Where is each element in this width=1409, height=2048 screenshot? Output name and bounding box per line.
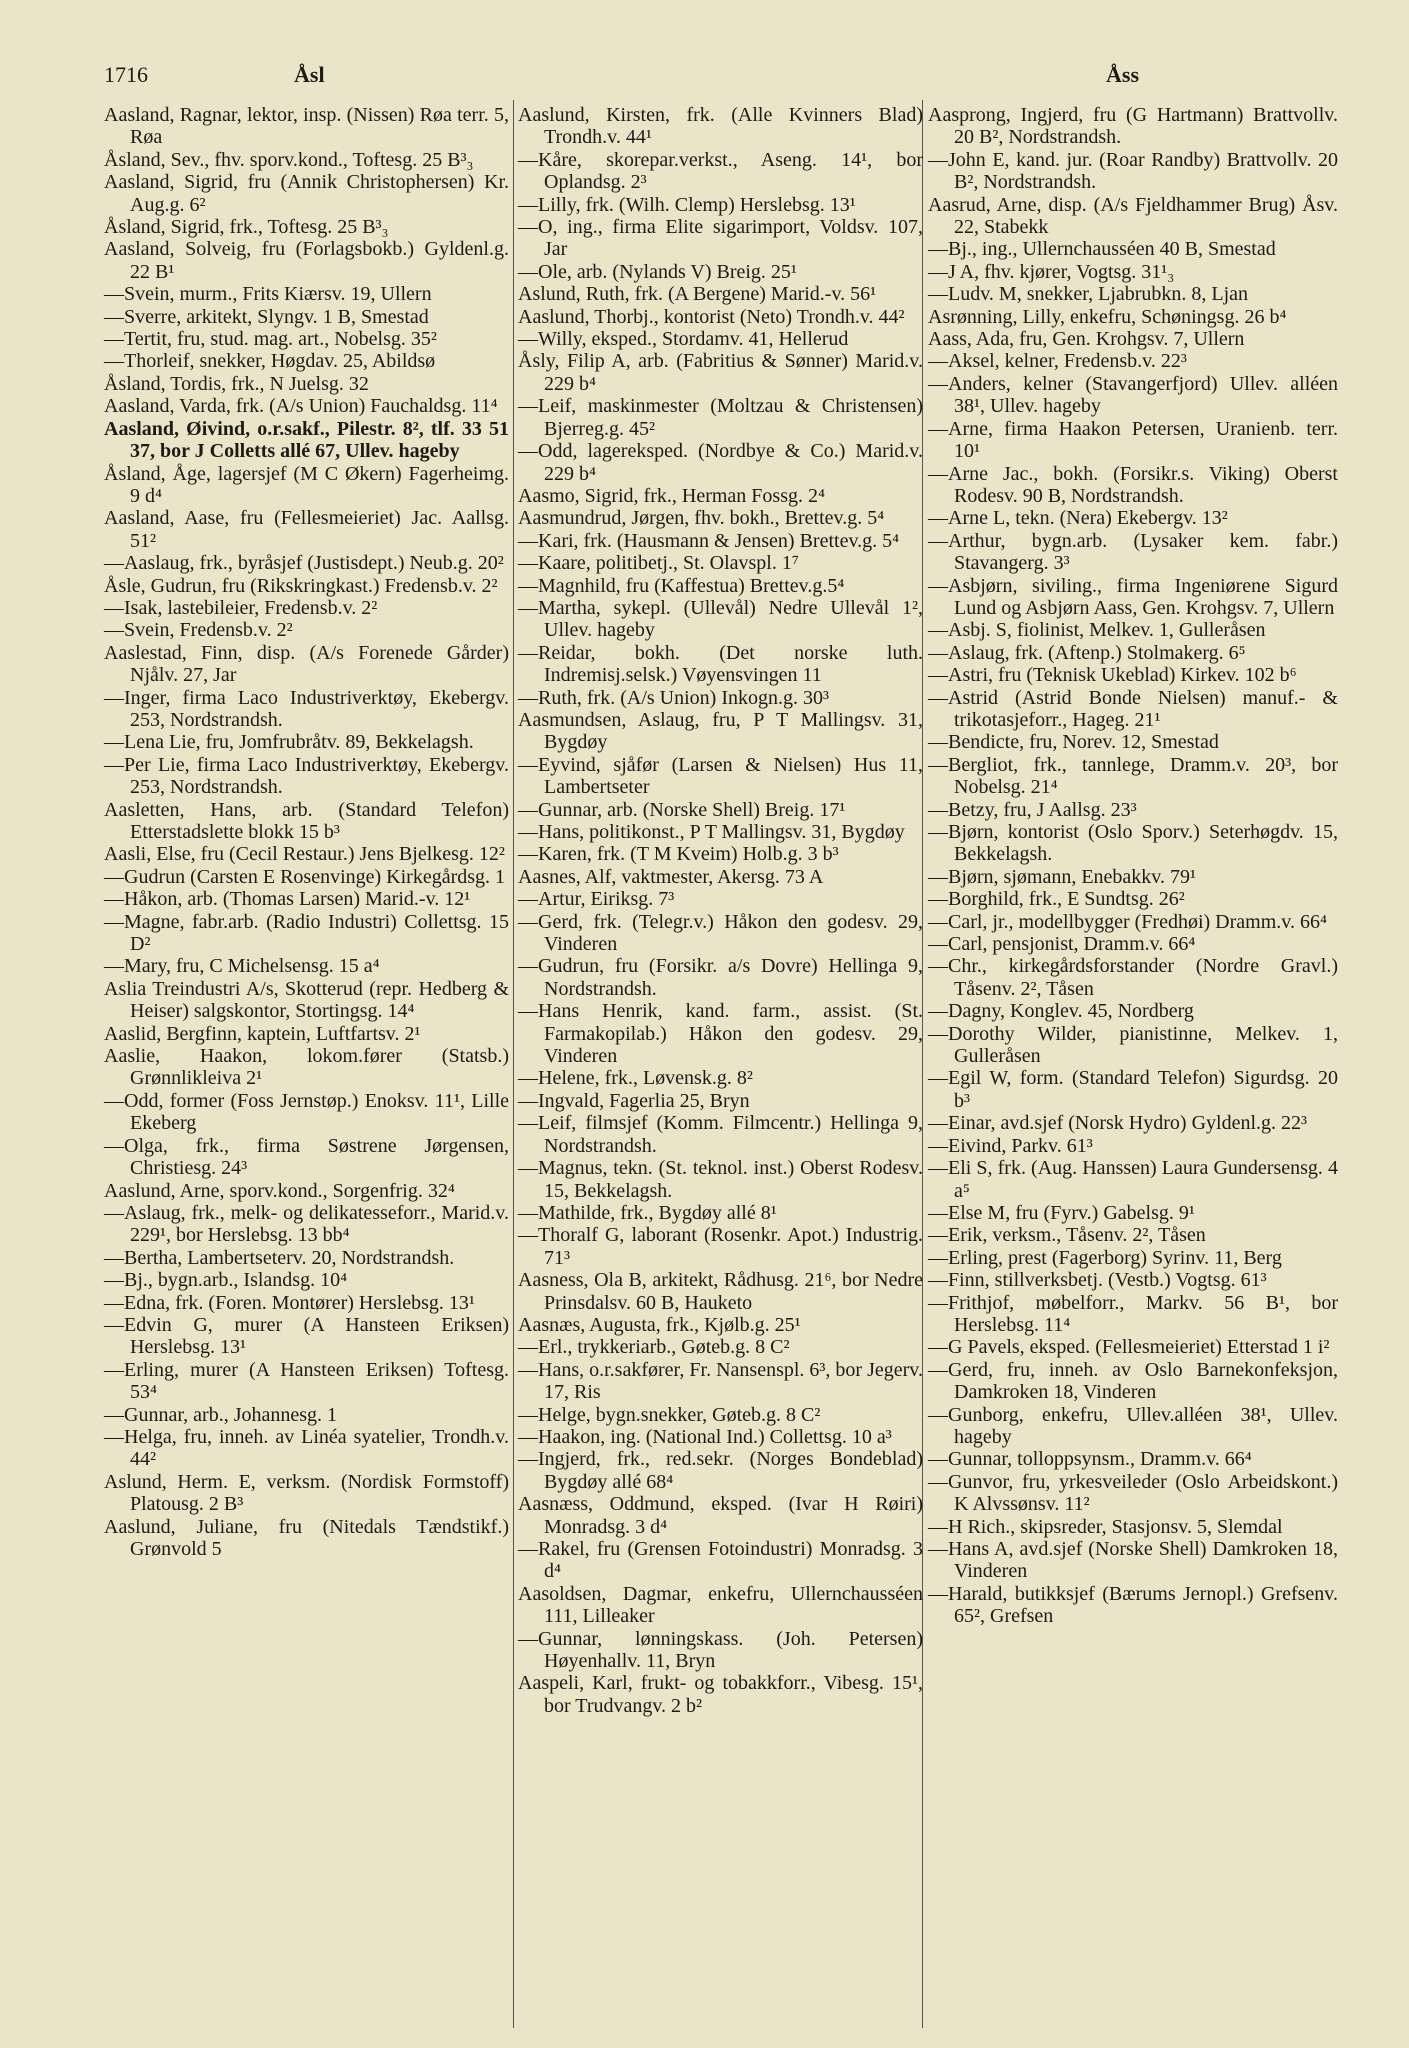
directory-entry: —Betzy, fru, J Aallsg. 23³	[928, 798, 1137, 821]
directory-entry: —Aslaug, frk. (Aftenp.) Stolmakerg. 6⁵	[928, 641, 1246, 664]
directory-entry: —Leif, filmsjef (Komm. Filmcentr.) Hellinga 9, Nordstrandsh.	[518, 1112, 923, 1157]
directory-entry: —Håkon, arb. (Thomas Larsen) Marid.-v. 12¹	[104, 888, 471, 911]
directory-entry: Aaslund, Kirsten, frk. (Alle Kvinners Blad) Trondh.v. 44¹	[518, 104, 923, 149]
directory-entry: Aaslid, Bergfinn, kaptein, Luftfartsv. 2¹	[104, 1022, 421, 1045]
directory-entry: —Einar, avd.sjef (Norsk Hydro) Gyldenl.g. 22³	[928, 1112, 1308, 1135]
directory-entry: —Gerd, fru, inneh. av Oslo Barnekonfeksjon, Damkroken 18, Vinderen	[928, 1358, 1338, 1404]
directory-entry: Aasli, Else, fru (Cecil Restaur.) Jens Bjelkesg. 12²	[104, 843, 505, 866]
directory-entry: Aasland, Aase, fru (Fellesmeieriet) Jac. Aallsg. 51²	[104, 507, 509, 552]
directory-entry: Åsland, Tordis, frk., N Juelsg. 32	[104, 372, 369, 395]
directory-entry: —Gudrun, fru (Forsikr. a/s Dovre) Hellinga 9, Nordstrandsh.	[518, 955, 923, 1000]
directory-entry: —Hans, o.r.sakfører, Fr. Nansenspl. 6³, bor Jegerv. 17, Ris	[518, 1358, 923, 1404]
directory-entry: —Arthur, bygn.arb. (Lysaker kem. fabr.) Stavangerg. 3³	[928, 529, 1338, 575]
directory-entry: —Helga, fru, inneh. av Linéa syatelier, Trondh.v. 44²	[104, 1425, 509, 1471]
directory-entry: Åsland, Sigrid, frk., Toftesg. 25 B³₃	[104, 216, 389, 239]
directory-entry: —Eli S, frk. (Aug. Hanssen) Laura Gundersensg. 4 a⁵	[928, 1157, 1338, 1202]
directory-entry: Åsly, Filip A, arb. (Fabritius & Sønner) Marid.v. 229 b⁴	[518, 350, 923, 395]
directory-entry: —Mary, fru, C Michelsensg. 15 a⁴	[104, 955, 380, 978]
directory-entry: —Egil W, form. (Standard Telefon) Sigurdsg. 20 b³	[928, 1067, 1338, 1112]
directory-entry: —Svein, murm., Frits Kiærsv. 19, Ullern	[104, 283, 432, 306]
directory-entry: —Bj., ing., Ullernchausséen 40 B, Smestad	[928, 238, 1276, 261]
directory-entry: —Arne, firma Haakon Petersen, Uranienb. terr. 10¹	[928, 417, 1338, 463]
directory-entry: —Leif, maskinmester (Moltzau & Christensen) Bjerreg.g. 45²	[518, 395, 923, 440]
directory-entry: —Bjørn, sjømann, Enebakkv. 79¹	[928, 865, 1196, 888]
directory-entry: —Arne Jac., bokh. (Forsikr.s. Viking) Oberst Rodesv. 90 B, Nordstrandsh.	[928, 462, 1338, 507]
directory-entry: Aasness, Ola B, arkitekt, Rådhusg. 21⁶, bor Nedre Prinsdalsv. 60 B, Hauketo	[518, 1269, 923, 1314]
directory-entry: —Inger, firma Laco Industriverktøy, Ekebergv. 253, Nordstrandsh.	[104, 686, 509, 731]
directory-entry: Aaslund, Arne, sporv.kond., Sorgenfrig. 32⁴	[104, 1179, 455, 1202]
directory-entry: —Helge, bygn.snekker, Gøteb.g. 8 C²	[518, 1403, 821, 1426]
directory-entry: —Bendicte, fru, Norev. 12, Smestad	[928, 731, 1219, 754]
directory-entry: Aaslestad, Finn, disp. (A/s Forenede Gårder) Njålv. 27, Jar	[104, 641, 509, 687]
directory-entry: —Kåre, skorepar.verkst., Aseng. 14¹, bor Oplandsg. 2³	[518, 148, 923, 194]
directory-entry: —Aksel, kelner, Fredensb.v. 22³	[928, 350, 1187, 373]
directory-entry: —Thorleif, snekker, Høgdav. 25, Abildsø	[104, 350, 436, 373]
directory-entry: —Haakon, ing. (National Ind.) Collettsg. 10 a³	[518, 1425, 892, 1448]
directory-entry: —Lena Lie, fru, Jomfrubråtv. 89, Bekkelagsh.	[104, 731, 474, 754]
directory-entry: —Gerd, frk. (Telegr.v.) Håkon den godesv. 29, Vinderen	[518, 910, 923, 956]
directory-entry: Aslund, Herm. E, verksm. (Nordisk Formstoff) Platousg. 2 B³	[104, 1470, 509, 1516]
directory-entry: —Odd, former (Foss Jernstøp.) Enoksv. 11¹, Lille Ekeberg	[104, 1089, 509, 1135]
directory-entry: —Martha, sykepl. (Ullevål) Nedre Ullevål 1², Ullev. hageby	[518, 596, 923, 642]
directory-entry: —Per Lie, firma Laco Industriverktøy, Ekebergv. 253, Nordstrandsh.	[104, 753, 509, 799]
directory-entry: —Erl., trykkeriarb., Gøteb.g. 8 C²	[518, 1336, 790, 1359]
directory-entry: Aaslund, Juliane, fru (Nitedals Tændstikf.) Grønvold 5	[104, 1515, 509, 1560]
directory-entry: —Gunnar, lønningskass. (Joh. Petersen) Høyenhallv. 11, Bryn	[518, 1627, 923, 1673]
directory-entry: —Harald, butikksjef (Bærums Jernopl.) Grefsenv. 65², Grefsen	[928, 1582, 1338, 1628]
column-3	[928, 104, 1338, 1628]
directory-entry: —Dagny, Konglev. 45, Nordberg	[928, 1000, 1194, 1023]
directory-entry: Aslia Treindustri A/s, Skotterud (repr. Hedberg & Heiser) salgskontor, Stortingsg. 14⁴	[104, 977, 509, 1023]
directory-entry: —Ingjerd, frk., red.sekr. (Norges Bondeblad) Bygdøy allé 68⁴	[518, 1448, 923, 1493]
directory-entry: —Mathilde, frk., Bygdøy allé 8¹	[518, 1201, 777, 1224]
directory-entry: —Isak, lastebileier, Fredensb.v. 2²	[104, 596, 378, 619]
directory-entry: Aasnes, Alf, vaktmester, Akersg. 73 A	[518, 865, 824, 888]
directory-entry: —Reidar, bokh. (Det norske luth. Indremisj.selsk.) Vøyensvingen 11	[518, 641, 923, 687]
right-running-head: Åss	[1106, 62, 1140, 87]
directory-entry: —Gunnar, arb. (Norske Shell) Breig. 17¹	[518, 798, 846, 821]
directory-entry: —Kari, frk. (Hausmann & Jensen) Brettev.g. 5⁴	[518, 529, 900, 552]
page-header	[104, 62, 1339, 98]
directory-entry: —Arne L, tekn. (Nera) Ekebergv. 13²	[928, 507, 1228, 530]
directory-entry: —Eivind, Parkv. 61³	[928, 1134, 1093, 1157]
directory-entry: Aasletten, Hans, arb. (Standard Telefon) Etterstadslette blokk 15 b³	[104, 798, 509, 843]
directory-entry: Aslund, Ruth, frk. (A Bergene) Marid.-v. 56¹	[518, 283, 877, 306]
directory-entry: Aasnæss, Oddmund, eksped. (Ivar H Røiri) Monradsg. 3 d⁴	[518, 1493, 923, 1538]
directory-entry: —H Rich., skipsreder, Stasjonsv. 5, Slemdal	[928, 1515, 1283, 1538]
directory-entry: —Ruth, frk. (A/s Union) Inkogn.g. 30³	[518, 686, 829, 709]
directory-entry: —Carl, jr., modellbygger (Fredhøi) Dramm.v. 66⁴	[928, 910, 1327, 933]
directory-entry: —Eyvind, sjåfør (Larsen & Nielsen) Hus 11, Lambertseter	[518, 753, 923, 799]
directory-entry: —Sverre, arkitekt, Slyngv. 1 B, Smestad	[104, 305, 429, 328]
directory-entry: —Magnus, tekn. (St. teknol. inst.) Oberst Rodesv. 15, Bekkelagsh.	[518, 1157, 923, 1202]
directory-entry: —Anders, kelner (Stavangerfjord) Ullev. alléen 38¹, Ullev. hageby	[928, 372, 1338, 418]
directory-entry: —Gunnar, tolloppsynsm., Dramm.v. 66⁴	[928, 1448, 1252, 1471]
directory-entry: —Dorothy Wilder, pianistinne, Melkev. 1, Gulleråsen	[928, 1022, 1338, 1068]
directory-entry: Aasmo, Sigrid, frk., Herman Fossg. 2⁴	[518, 484, 825, 507]
directory-entry: —Kaare, politibetj., St. Olavspl. 1⁷	[518, 552, 799, 575]
directory-entry: Aass, Ada, fru, Gen. Krohgsv. 7, Ullern	[928, 328, 1245, 351]
directory-entry: Åsland, Åge, lagersjef (M C Økern) Fagerheimg. 9 d⁴	[104, 462, 509, 507]
directory-entry: —Erik, verksm., Tåsenv. 2², Tåsen	[928, 1224, 1206, 1247]
directory-entry: —Rakel, fru (Grensen Fotoindustri) Monradsg. 3 d⁴	[518, 1538, 923, 1583]
directory-entry: Asrønning, Lilly, enkefru, Schøningsg. 26 b⁴	[928, 305, 1287, 328]
directory-entry: —O, ing., firma Elite sigarimport, Voldsv. 107, Jar	[518, 216, 923, 261]
directory-entry: —Gunborg, enkefru, Ullev.alléen 38¹, Ullev. hageby	[928, 1403, 1338, 1448]
directory-entry: Aasland, Øivind, o.r.sakf., Pilestr. 8², tlf. 33 51 37, bor J Colletts allé 67, Ullev. hageby	[104, 417, 509, 463]
directory-entry: —Erling, prest (Fagerborg) Syrinv. 11, Berg	[928, 1246, 1282, 1269]
directory-entry: —Bj., bygn.arb., Islandsg. 10⁴	[104, 1269, 348, 1292]
directory-entry: —Edna, frk. (Foren. Montører) Herslebsg. 13¹	[104, 1291, 475, 1314]
directory-entry: —Olga, frk., firma Søstrene Jørgensen, Christiesg. 24³	[104, 1134, 509, 1180]
directory-entry: Aaslie, Haakon, lokom.fører (Statsb.) Grønnlikleiva 2¹	[104, 1045, 509, 1090]
directory-entry: —Asbj. S, fiolinist, Melkev. 1, Gulleråsen	[928, 619, 1266, 642]
directory-entry: Aasnæs, Augusta, frk., Kjølb.g. 25¹	[518, 1313, 801, 1336]
directory-entry: Aaslund, Thorbj., kontorist (Neto) Trondh.v. 44²	[518, 305, 905, 328]
directory-entry: —Odd, lagereksped. (Nordbye & Co.) Marid.v. 229 b⁴	[518, 440, 923, 485]
directory-entry: —Frithjof, møbelforr., Markv. 56 B¹, bor Herslebsg. 11⁴	[928, 1291, 1338, 1336]
directory-entry: —John E, kand. jur. (Roar Randby) Brattvollv. 20 B², Nordstrandsh.	[928, 148, 1338, 194]
directory-entry: —Aaslaug, frk., byråsjef (Justisdept.) Neub.g. 20²	[104, 552, 504, 575]
column-2	[518, 104, 923, 1717]
directory-entry: —Astri, fru (Teknisk Ukeblad) Kirkev. 102 b⁶	[928, 664, 1297, 687]
directory-entry: —Aslaug, frk., melk- og delikatesseforr., Marid.v. 229¹, bor Herslebsg. 13 bb⁴	[104, 1201, 509, 1247]
directory-entry: —Thoralf G, laborant (Rosenkr. Apot.) Industrig. 71³	[518, 1224, 923, 1269]
directory-entry: —Svein, Fredensb.v. 2²	[104, 619, 293, 642]
directory-entry: —Lilly, frk. (Wilh. Clemp) Herslebsg. 13¹	[518, 193, 856, 216]
directory-entry: —Erling, murer (A Hansteen Eriksen) Toftesg. 53⁴	[104, 1358, 509, 1404]
directory-entry: —J A, fhv. kjører, Vogtsg. 31¹₃	[928, 260, 1175, 283]
directory-entry: —Gudrun (Carsten E Rosenvinge) Kirkegårdsg. 1	[104, 865, 506, 888]
directory-entry: —Carl, pensjonist, Dramm.v. 66⁴	[928, 933, 1196, 956]
directory-entry: Åsland, Sev., fhv. sporv.kond., Toftesg. 25 B³₃	[104, 148, 474, 171]
directory-entry: Aasland, Varda, frk. (A/s Union) Fauchaldsg. 11⁴	[104, 395, 498, 418]
directory-entry: Aasmundrud, Jørgen, fhv. bokh., Brettev.g. 5⁴	[518, 507, 885, 530]
left-running-head: Åsl	[294, 62, 325, 87]
directory-entry: Aasland, Solveig, fru (Forlagsbokb.) Gyldenl.g. 22 B¹	[104, 238, 509, 283]
directory-entry: Aasland, Sigrid, fru (Annik Christophersen) Kr. Aug.g. 6²	[104, 171, 509, 216]
directory-entry: Aasland, Ragnar, lektor, insp. (Nissen) Røa terr. 5, Røa	[104, 104, 509, 149]
directory-entry: —Gunvor, fru, yrkesveileder (Oslo Arbeidskont.) K Alvssønsv. 11²	[928, 1470, 1338, 1516]
directory-entry: —Artur, Eiriksg. 7³	[518, 888, 675, 911]
directory-entry: —Hans, politikonst., P T Mallingsv. 31, Bygdøy	[518, 821, 905, 843]
directory-entry: Aasprong, Ingjerd, fru (G Hartmann) Brattvollv. 20 B², Nordstrandsh.	[928, 104, 1338, 149]
directory-entry: Aasmundsen, Aslaug, fru, P T Mallingsv. 31, Bygdøy	[518, 708, 923, 754]
directory-entry: —Magne, fabr.arb. (Radio Industri) Collettsg. 15 D²	[104, 910, 509, 956]
directory-entry: —Ole, arb. (Nylands V) Breig. 25¹	[518, 260, 797, 283]
page-number: 1716	[104, 62, 148, 87]
column-1	[104, 104, 509, 1560]
directory-entry: —Ludv. M, snekker, Ljabrubkn. 8, Ljan	[928, 283, 1249, 306]
directory-entry: —Bjørn, kontorist (Oslo Sporv.) Seterhøgdv. 15, Bekkelagsh.	[928, 821, 1338, 866]
directory-entry: —Edvin G, murer (A Hansteen Eriksen) Herslebsg. 13¹	[104, 1313, 509, 1359]
directory-entry: —Hans A, avd.sjef (Norske Shell) Damkroken 18, Vinderen	[928, 1538, 1338, 1583]
directory-entry: —Else M, fru (Fyrv.) Gabelsg. 9¹	[928, 1201, 1195, 1224]
directory-entry: —Karen, frk. (T M Kveim) Holb.g. 3 b³	[518, 843, 839, 866]
directory-entry: —G Pavels, eksped. (Fellesmeieriet) Etterstad 1 i²	[928, 1336, 1330, 1359]
directory-entry: Åsle, Gudrun, fru (Rikskringkast.) Fredensb.v. 2²	[104, 574, 498, 597]
directory-entry: —Bertha, Lambertseterv. 20, Nordstrandsh.	[104, 1246, 455, 1269]
directory-entry: —Asbjørn, siviling., firma Ingeniørene Sigurd Lund og Asbjørn Aass, Gen. Krohgsv. 7, Ullern	[928, 574, 1338, 619]
directory-entry: —Hans Henrik, kand. farm., assist. (St. Farmakopilab.) Håkon den godesv. 29, Vinderen	[518, 1000, 923, 1068]
directory-entry: Aaspeli, Karl, frukt- og tobakkforr., Vibesg. 15¹, bor Trudvangv. 2 b²	[518, 1672, 923, 1717]
directory-entry: —Willy, eksped., Stordamv. 41, Hellerud	[518, 328, 849, 351]
directory-entry: —Magnhild, fru (Kaffestua) Brettev.g.5⁴	[518, 574, 845, 597]
directory-entry: —Borghild, frk., E Sundtsg. 26²	[928, 888, 1185, 911]
directory-entry: —Helene, frk., Løvensk.g. 8²	[518, 1067, 753, 1090]
directory-entry: Aasoldsen, Dagmar, enkefru, Ullernchausséen 111, Lilleaker	[518, 1582, 923, 1628]
directory-entry: —Gunnar, arb., Johannesg. 1	[104, 1403, 338, 1426]
directory-entry: —Finn, stillverksbetj. (Vestb.) Vogtsg. 61³	[928, 1269, 1267, 1292]
directory-entry: —Chr., kirkegårdsforstander (Nordre Gravl.) Tåsenv. 2², Tåsen	[928, 955, 1338, 1000]
directory-entry: —Ingvald, Fagerlia 25, Bryn	[518, 1089, 750, 1112]
directory-entry: —Astrid (Astrid Bonde Nielsen) manuf.- & trikotasjeforr., Hageg. 21¹	[928, 686, 1338, 731]
directory-entry: —Tertit, fru, stud. mag. art., Nobelsg. 35²	[104, 328, 437, 351]
directory-entry: Aasrud, Arne, disp. (A/s Fjeldhammer Brug) Åsv. 22, Stabekk	[928, 193, 1338, 239]
directory-entry: —Bergliot, frk., tannlege, Dramm.v. 20³, bor Nobelsg. 21⁴	[928, 753, 1338, 799]
column-divider	[513, 100, 514, 2028]
